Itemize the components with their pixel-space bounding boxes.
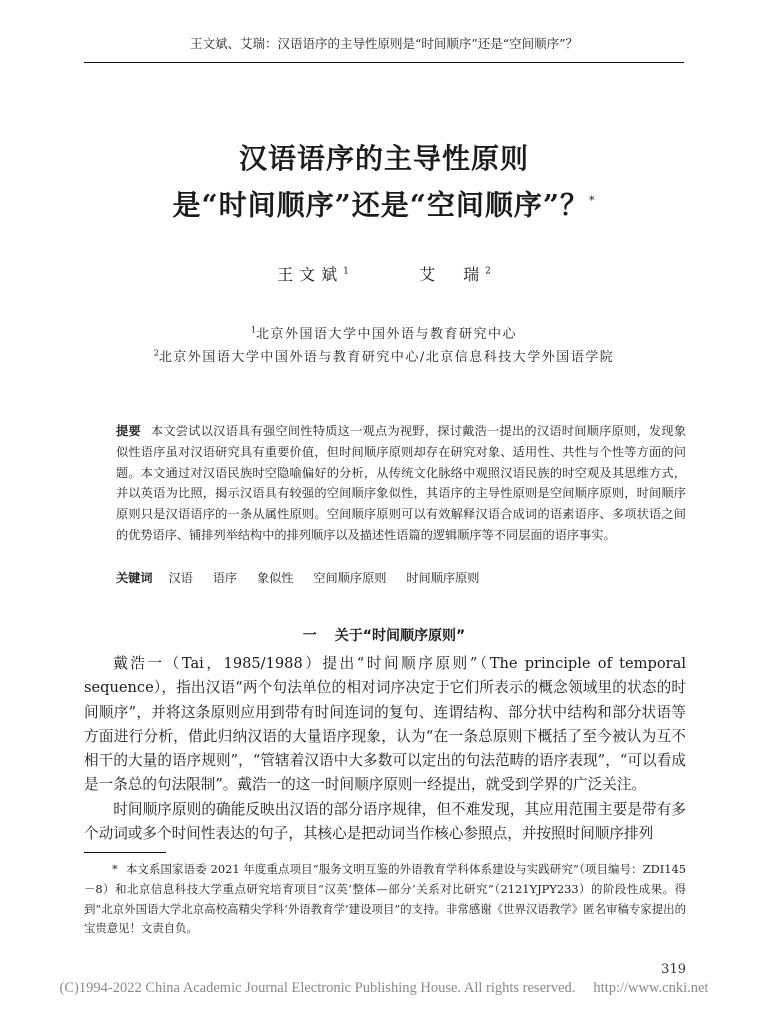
keywords <box>116 569 686 586</box>
header-rule <box>84 62 684 63</box>
abstract <box>116 421 686 546</box>
keyword: 时间顺序原则 <box>406 571 480 585</box>
footnote-rule <box>84 852 166 853</box>
body-paragraph: 时间顺序原则的确能反映出汉语的部分语序规律，但不难发现，其应用范围主要是带有多个动词或多个时间性表达的句子，其核心是把动词当作核心参照点，并按照时间顺序排列 <box>84 800 686 843</box>
author-affil-mark: 2 <box>485 266 491 277</box>
copyright-text: (C)1994-2022 China Academic Journal Electronic Publishing House. All rights reserved. <box>59 980 576 996</box>
body-paragraph: 戴浩一（Tai，1985/1988）提出“时间顺序原则”（The principle of temporal sequence），指出汉语“两个句法单位的相对词序决定于它们所表示的概念领域里的状态的时间顺序”，并将这条原则应用到带有时间连词的复句、连谓结构、部分状中结构和部分状语等方面进行分析，借此归纳汉语的大量语序现象，认为“在一条总原则下概括了至今被认为互不相干的大量的语序规则”，“管辖着汉语中大多数可以定出的句法范畴的语序表现”，“可以看成是一条总的句法限制”。戴浩一的这一时间顺序原则一经提出，就受到学界的广泛关注。 <box>84 655 686 794</box>
title-line-2 <box>84 180 684 226</box>
affiliation-text: 北京外国语大学中国外语与教育研究中心/北京信息科技大学外国语学院 <box>158 350 615 365</box>
title-footnote-mark: * <box>588 194 596 207</box>
affiliation-text: 北京外国语大学中国外语与教育研究中心 <box>256 327 518 342</box>
title-line-2-text: 是“时间顺序”还是“空间顺序”？ <box>172 188 589 222</box>
section-number: 一 <box>302 628 317 644</box>
section-heading <box>84 625 684 645</box>
affiliation-mark: 2 <box>153 348 159 358</box>
body-text <box>84 652 686 846</box>
author-list <box>84 262 684 285</box>
affiliation-1 <box>84 323 684 342</box>
footnote <box>84 860 686 939</box>
section-title-text: 关于“时间顺序原则” <box>334 628 466 644</box>
abstract-label: 提要 <box>116 424 141 438</box>
keyword: 象似性 <box>256 571 294 585</box>
copyright-url[interactable]: http://www.cnki.net <box>593 980 709 996</box>
author-name: 艾 瑞 <box>419 265 486 284</box>
footnote-text: 本文系国家语委 2021 年度重点项目“服务文明互鉴的外语教育学科体系建设与实践研究”（项目编号：ZDI145－8）和北京信息科技大学重点研究培育项目“汉英‘整体—部分’关系对比研究”（2121YJPY233）的阶段性成果。得到“北京外国语大学北京高校高精尖学科‘外语教育学’建设项目”的支持。非常感谢《世界汉语教学》匿名审稿专家提出的宝贵意见！文责自负。 <box>84 862 686 936</box>
title-line-1: 汉语语序的主导性原则 <box>238 142 529 175</box>
keyword: 空间顺序原则 <box>313 571 387 585</box>
copyright-watermark <box>0 980 768 997</box>
running-head: 王文斌、艾瑞：汉语语序的主导性原则是“时间顺序”还是“空间顺序”？ <box>189 36 579 51</box>
article-title <box>84 138 684 226</box>
affiliation-mark: 1 <box>250 325 257 335</box>
footnote-mark: * <box>112 862 118 876</box>
page-number: 319 <box>661 962 686 977</box>
keyword: 语序 <box>212 571 238 585</box>
author-affil-mark: 1 <box>343 266 349 277</box>
keywords-label: 关键词 <box>116 571 153 585</box>
abstract-text: 本文尝试以汉语具有强空间性特质这一观点为视野，探讨戴浩一提出的汉语时间顺序原则，发现象似性语序虽对汉语研究具有重要价值，但时间顺序原则却存在研究对象、适用性、共性与个性等方面的问题。本文通过对汉语民族时空隐喻偏好的分析，从传统文化脉络中观照汉语民族的时空观及其思维方式，并以英语为比照，揭示汉语具有较强的空间顺序象似性，其语序的主导性原则是空间顺序原则，时间顺序原则只是汉语语序的一条从属性原则。空间顺序原则可以有效解释汉语合成词的语素语序、多项状语之间的优势语序、铺排列举结构中的排列顺序以及描述性语篇的逻辑顺序等不同层面的语序事实。 <box>116 424 687 542</box>
author-name: 王文斌 <box>277 265 344 284</box>
affiliation-2 <box>84 346 684 365</box>
keyword: 汉语 <box>168 571 193 585</box>
